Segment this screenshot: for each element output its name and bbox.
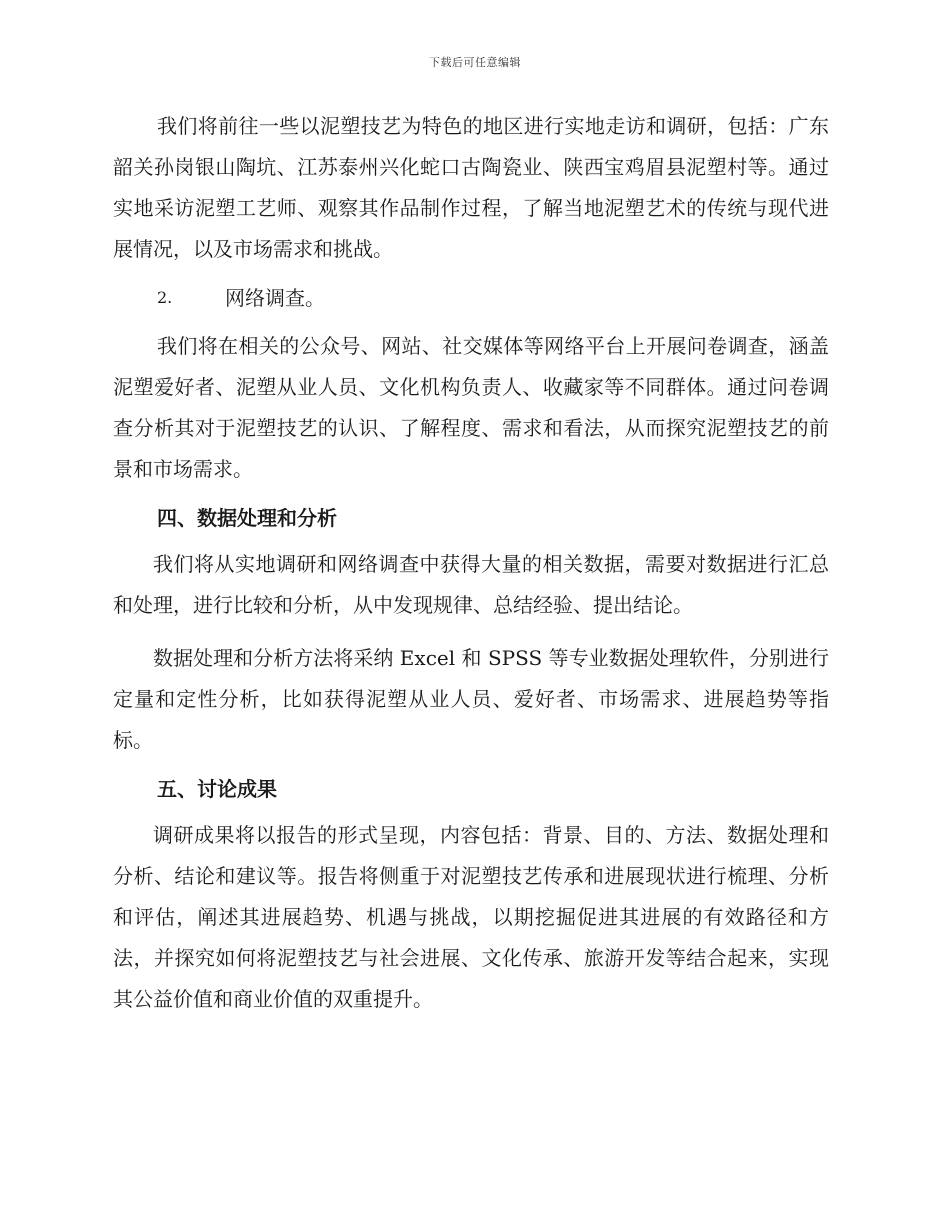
list-item-online-survey (113, 284, 829, 312)
list-item-label: 网络调查。 (225, 286, 325, 310)
document-body (113, 106, 829, 1020)
paragraph-field-research: 我们将前往一些以泥塑技艺为特色的地区进行实地走访和调研，包括：广东韶关孙岗银山陶坑、江苏泰州兴化蛇口古陶瓷业、陕西宝鸡眉县泥塑村等。通过实地采访泥塑工艺师、观察其作品制作过程，了解当地泥塑艺术的传统与现代进展情况，以及市场需求和挑战。 (113, 114, 829, 261)
paragraph-online-survey: 我们将在相关的公众号、网站、社交媒体等网络平台上开展问卷调查，涵盖泥塑爱好者、泥塑从业人员、文化机构负责人、收藏家等不同群体。通过问卷调查分析其对于泥塑技艺的认识、了解程度、需求和看法，从而探究泥塑技艺的前景和市场需求。 (113, 334, 829, 481)
section-heading-data-processing: 四、数据处理和分析 (157, 506, 337, 530)
paragraph-results: 调研成果将以报告的形式呈现，内容包括：背景、目的、方法、数据处理和分析、结论和建议等。报告将侧重于对泥塑技艺传承和进展现状进行梳理、分析和评估，阐述其进展趋势、机遇与挑战，以期挖掘促进其进展的有效路径和方法，并探究如何将泥塑技艺与社会进展、文化传承、旅游开发等结合起来，实现其公益价值和商业价值的双重提升。 (113, 823, 829, 1011)
paragraph-data-methods: 数据处理和分析方法将采纳 Excel 和 SPSS 等专业数据处理软件，分别进行定量和定性分析，比如获得泥塑从业人员、爱好者、市场需求、进展趋势等指标。 (113, 646, 829, 752)
section-heading-discussion: 五、讨论成果 (157, 777, 277, 801)
paragraph-data-collection: 我们将从实地调研和网络调查中获得大量的相关数据，需要对数据进行汇总和处理，进行比较和分析，从中发现规律、总结经验、提出结论。 (113, 552, 829, 617)
page-header: 下载后可任意编辑 (429, 56, 521, 69)
list-item-number: 2. (157, 288, 173, 307)
